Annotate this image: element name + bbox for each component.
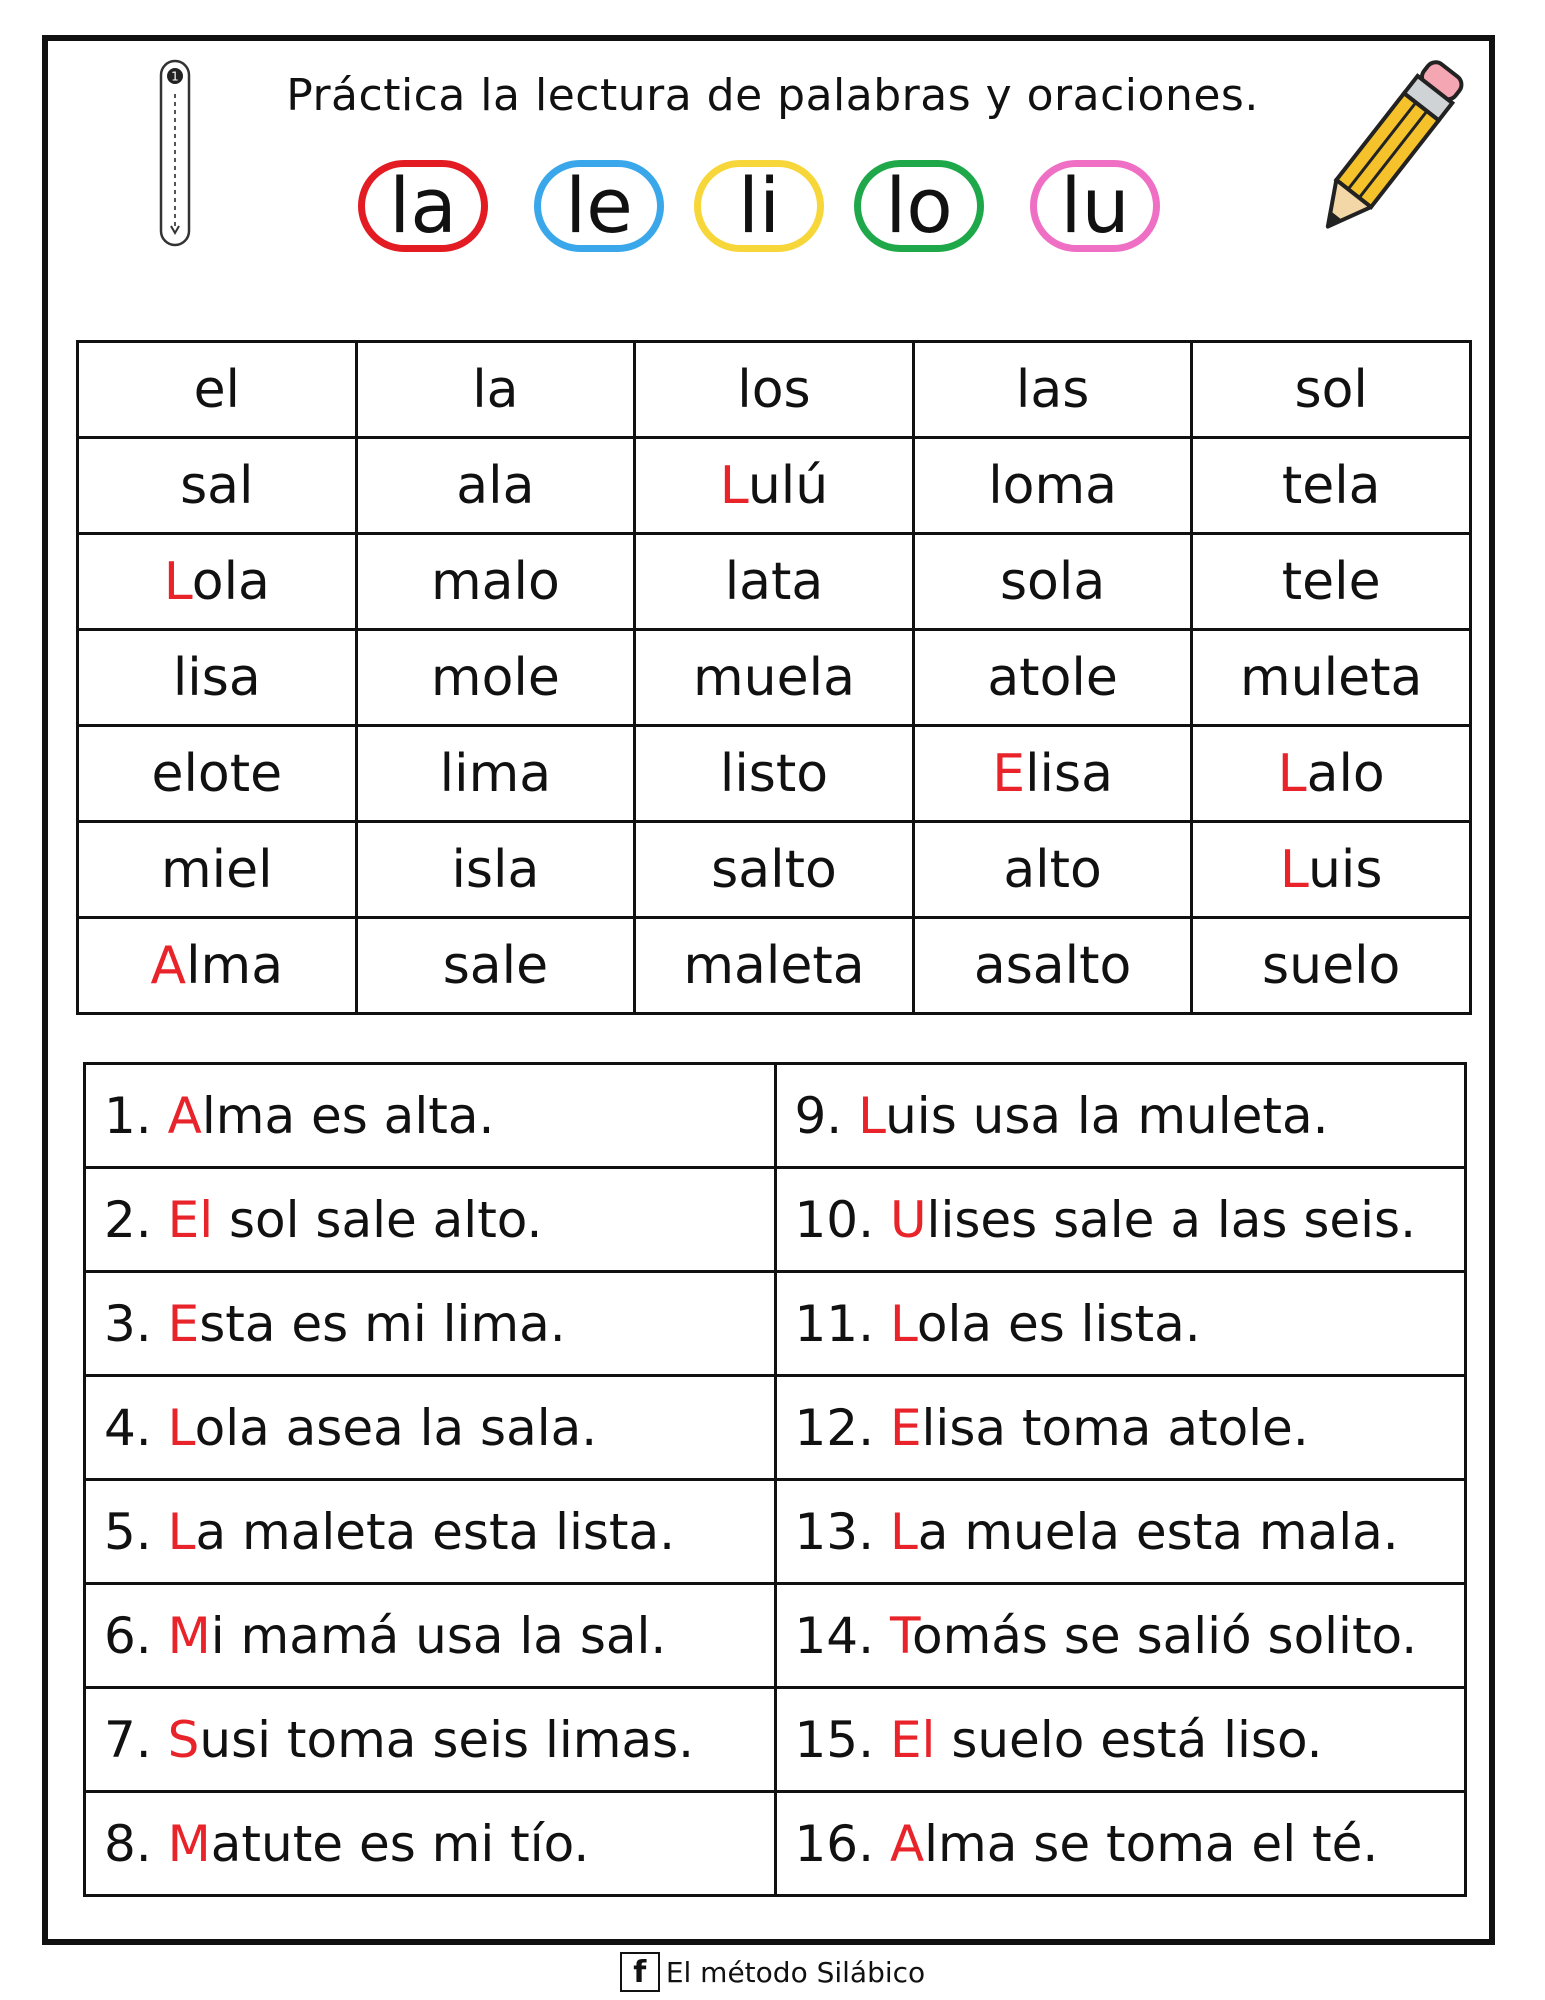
sentence-cell bbox=[775, 1168, 1466, 1272]
word-rest: lisa bbox=[172, 647, 261, 708]
word-rest: salto bbox=[711, 839, 837, 900]
tracer-number: 1 bbox=[171, 69, 179, 84]
sentence-rest: lma es alta. bbox=[201, 1086, 495, 1145]
sentence-number: 12. bbox=[794, 1398, 875, 1457]
sentence-first-letter: A bbox=[167, 1086, 202, 1145]
sentence-cell bbox=[85, 1584, 776, 1688]
syllable-le: le bbox=[534, 160, 664, 252]
footer-text: El método Silábico bbox=[665, 1955, 926, 1989]
sentence-first-letter: E bbox=[167, 1294, 200, 1353]
word-cell bbox=[356, 822, 635, 918]
word-rest: los bbox=[737, 359, 811, 420]
sentence-table bbox=[83, 1062, 1467, 1897]
word-cell bbox=[78, 726, 357, 822]
word-cell bbox=[913, 534, 1192, 630]
sentence-first-letter: L bbox=[889, 1502, 918, 1561]
sentence-number: 10. bbox=[794, 1190, 875, 1249]
sentence-number: 1. bbox=[104, 1086, 152, 1145]
word-rest: sale bbox=[442, 935, 549, 996]
sentence-row bbox=[85, 1792, 1466, 1896]
sentence-row bbox=[85, 1272, 1466, 1376]
sentence-cell bbox=[775, 1272, 1466, 1376]
word-first-letter: L bbox=[1277, 743, 1307, 804]
sentence-rest: a muela esta mala. bbox=[917, 1502, 1399, 1561]
sentence-first-letter: S bbox=[167, 1710, 200, 1769]
word-cell bbox=[1192, 534, 1471, 630]
word-first-letter: L bbox=[163, 551, 192, 612]
sentence-number: 8. bbox=[104, 1814, 152, 1873]
word-first-letter: L bbox=[719, 455, 748, 516]
sentence-cell bbox=[775, 1584, 1466, 1688]
word-cell bbox=[78, 822, 357, 918]
sentence-first-letter: T bbox=[889, 1606, 912, 1665]
word-row bbox=[78, 438, 1471, 534]
sentence-number: 11. bbox=[794, 1294, 875, 1353]
word-cell bbox=[635, 918, 914, 1014]
word-rest: atole bbox=[987, 647, 1118, 708]
sentence-cell bbox=[85, 1064, 776, 1168]
word-rest: muela bbox=[693, 647, 855, 708]
word-cell bbox=[1192, 726, 1471, 822]
word-cell bbox=[78, 342, 357, 438]
word-rest: ulú bbox=[747, 455, 829, 516]
sentence-cell bbox=[85, 1272, 776, 1376]
word-rest: sola bbox=[999, 551, 1106, 612]
word-cell bbox=[356, 534, 635, 630]
word-cell bbox=[913, 342, 1192, 438]
sentence-rest: a maleta esta lista. bbox=[195, 1502, 676, 1561]
sentence-number: 4. bbox=[104, 1398, 152, 1457]
facebook-icon: f bbox=[620, 1952, 660, 1992]
word-cell bbox=[913, 822, 1192, 918]
word-first-letter: L bbox=[1279, 839, 1308, 900]
sentence-row bbox=[85, 1168, 1466, 1272]
sentence-rest: lises sale a las seis. bbox=[926, 1190, 1416, 1249]
word-rest: muleta bbox=[1240, 647, 1423, 708]
word-row bbox=[78, 534, 1471, 630]
word-cell bbox=[913, 438, 1192, 534]
word-cell bbox=[78, 534, 357, 630]
sentence-number: 3. bbox=[104, 1294, 152, 1353]
word-rest: la bbox=[472, 359, 519, 420]
sentence-cell bbox=[85, 1168, 776, 1272]
sentence-rest: ola asea la sala. bbox=[194, 1398, 598, 1457]
word-cell bbox=[913, 630, 1192, 726]
syllable-la: la bbox=[358, 160, 488, 252]
word-row bbox=[78, 630, 1471, 726]
syllable-row bbox=[0, 160, 1545, 260]
word-cell bbox=[356, 438, 635, 534]
word-rest: alo bbox=[1306, 743, 1385, 804]
sentence-first-letter: L bbox=[167, 1502, 196, 1561]
word-row bbox=[78, 342, 1471, 438]
sentence-cell bbox=[775, 1376, 1466, 1480]
word-cell bbox=[913, 918, 1192, 1014]
word-rest: sol bbox=[1294, 359, 1368, 420]
word-cell bbox=[78, 438, 357, 534]
sentence-number: 6. bbox=[104, 1606, 152, 1665]
footer bbox=[0, 1950, 1545, 1994]
sentence-number: 15. bbox=[794, 1710, 875, 1769]
word-cell bbox=[1192, 822, 1471, 918]
word-rest: las bbox=[1015, 359, 1090, 420]
word-cell bbox=[635, 822, 914, 918]
sentence-rest: suelo está liso. bbox=[935, 1710, 1323, 1769]
word-cell bbox=[356, 726, 635, 822]
word-rest: uis bbox=[1307, 839, 1383, 900]
sentence-number: 16. bbox=[794, 1814, 875, 1873]
word-first-letter: E bbox=[992, 743, 1026, 804]
word-cell bbox=[635, 438, 914, 534]
sentence-row bbox=[85, 1480, 1466, 1584]
sentence-rest: lma se toma el té. bbox=[924, 1814, 1379, 1873]
sentence-cell bbox=[775, 1480, 1466, 1584]
word-rest: loma bbox=[988, 455, 1117, 516]
sentence-rest: omás se salió solito. bbox=[911, 1606, 1418, 1665]
sentence-rest: sol sale alto. bbox=[213, 1190, 543, 1249]
word-rest: asalto bbox=[973, 935, 1132, 996]
syllable-lu: lu bbox=[1030, 160, 1160, 252]
sentence-cell bbox=[85, 1792, 776, 1896]
word-cell bbox=[1192, 438, 1471, 534]
word-row bbox=[78, 918, 1471, 1014]
sentence-rest: usi toma seis limas. bbox=[199, 1710, 695, 1769]
word-cell bbox=[356, 630, 635, 726]
sentence-first-letter: El bbox=[889, 1710, 936, 1769]
word-cell bbox=[913, 726, 1192, 822]
sentence-rest: i mamá usa la sal. bbox=[210, 1606, 667, 1665]
word-rest: suelo bbox=[1262, 935, 1401, 996]
word-rest: el bbox=[193, 359, 241, 420]
word-cell bbox=[1192, 342, 1471, 438]
sentence-first-letter: U bbox=[889, 1190, 927, 1249]
word-rest: lima bbox=[439, 743, 552, 804]
word-rest: tela bbox=[1281, 455, 1381, 516]
word-grid bbox=[76, 340, 1472, 1015]
word-row bbox=[78, 822, 1471, 918]
sentence-number: 5. bbox=[104, 1502, 152, 1561]
sentence-first-letter: El bbox=[167, 1190, 214, 1249]
word-cell bbox=[1192, 918, 1471, 1014]
word-rest: mole bbox=[430, 647, 560, 708]
sentence-number: 9. bbox=[794, 1086, 843, 1145]
sentence-rest: atute es mi tío. bbox=[210, 1814, 590, 1873]
word-rest: tele bbox=[1281, 551, 1381, 612]
word-cell bbox=[356, 342, 635, 438]
word-rest: isla bbox=[451, 839, 540, 900]
word-rest: malo bbox=[431, 551, 560, 612]
sentence-first-letter: L bbox=[889, 1294, 917, 1353]
sentence-first-letter: L bbox=[167, 1398, 195, 1457]
word-rest: alto bbox=[1003, 839, 1102, 900]
syllable-lo: lo bbox=[854, 160, 984, 252]
sentence-number: 2. bbox=[104, 1190, 152, 1249]
sentence-row bbox=[85, 1584, 1466, 1688]
sentence-first-letter: M bbox=[167, 1606, 211, 1665]
sentence-cell bbox=[775, 1792, 1466, 1896]
sentence-cell bbox=[775, 1064, 1466, 1168]
word-rest: lisa bbox=[1025, 743, 1113, 804]
sentence-row bbox=[85, 1376, 1466, 1480]
sentence-rest: uis usa la muleta. bbox=[885, 1086, 1329, 1145]
syllable-li: li bbox=[694, 160, 824, 252]
word-first-letter: A bbox=[150, 935, 187, 996]
word-cell bbox=[635, 534, 914, 630]
sentence-first-letter: A bbox=[889, 1814, 925, 1873]
sentence-rest: sta es mi lima. bbox=[199, 1294, 566, 1353]
sentence-number: 14. bbox=[794, 1606, 875, 1665]
sentence-first-letter: L bbox=[858, 1086, 886, 1145]
sentence-rest: ola es lista. bbox=[916, 1294, 1201, 1353]
word-cell bbox=[635, 630, 914, 726]
page-title: Práctica la lectura de palabras y oraciones. bbox=[286, 70, 1259, 121]
sentence-row bbox=[85, 1064, 1466, 1168]
word-rest: sal bbox=[180, 455, 254, 516]
sentence-first-letter: M bbox=[167, 1814, 211, 1873]
sentence-number: 13. bbox=[794, 1502, 875, 1561]
word-cell bbox=[635, 726, 914, 822]
word-rest: elote bbox=[151, 743, 283, 804]
word-rest: lma bbox=[186, 935, 284, 996]
sentence-cell bbox=[85, 1688, 776, 1792]
word-cell bbox=[356, 918, 635, 1014]
word-rest: ola bbox=[191, 551, 270, 612]
word-cell bbox=[78, 918, 357, 1014]
word-rest: miel bbox=[161, 839, 273, 900]
word-rest: maleta bbox=[683, 935, 865, 996]
sentence-number: 7. bbox=[104, 1710, 152, 1769]
word-cell bbox=[78, 630, 357, 726]
sentence-row bbox=[85, 1688, 1466, 1792]
sentence-cell bbox=[775, 1688, 1466, 1792]
word-rest: ala bbox=[456, 455, 535, 516]
word-cell bbox=[635, 342, 914, 438]
sentence-cell bbox=[85, 1480, 776, 1584]
word-row bbox=[78, 726, 1471, 822]
word-cell bbox=[1192, 630, 1471, 726]
word-rest: lata bbox=[724, 551, 824, 612]
sentence-cell bbox=[85, 1376, 776, 1480]
sentence-first-letter: E bbox=[889, 1398, 922, 1457]
word-rest: listo bbox=[719, 743, 829, 804]
sentence-rest: lisa toma atole. bbox=[921, 1398, 1309, 1457]
